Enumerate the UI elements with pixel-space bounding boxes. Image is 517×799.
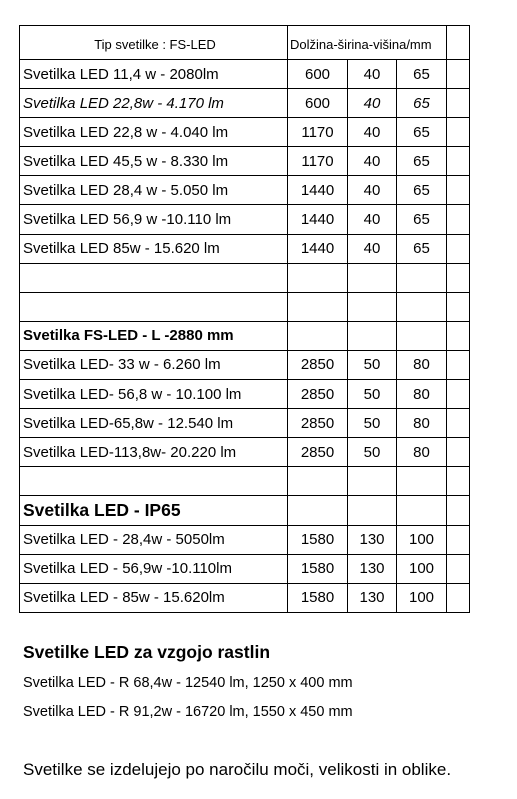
table-row — [20, 176, 470, 205]
empty-cell — [397, 292, 447, 321]
product-name-cell: Svetilka LED- 33 w - 6.260 lm — [20, 350, 288, 379]
empty-cell — [397, 496, 447, 525]
length-cell: 1580 — [288, 554, 348, 583]
table-row — [20, 60, 470, 89]
empty-cell — [447, 409, 470, 438]
grow-light-line-1: Svetilka LED - R 68,4w - 12540 lm, 1250 x 400 mm — [23, 675, 353, 691]
table-row — [20, 118, 470, 147]
section-title-fs-led: Svetilka FS-LED - L -2880 mm — [20, 321, 288, 350]
height-cell: 100 — [397, 554, 447, 583]
empty-cell — [447, 554, 470, 583]
width-cell: 130 — [348, 583, 397, 612]
table-row — [20, 205, 470, 234]
width-cell: 50 — [348, 438, 397, 467]
width-cell: 130 — [348, 525, 397, 554]
height-cell: 65 — [397, 118, 447, 147]
width-cell: 130 — [348, 554, 397, 583]
empty-cell — [348, 467, 397, 496]
section-heading-row — [20, 321, 470, 350]
width-cell: 40 — [348, 147, 397, 176]
width-cell: 40 — [348, 176, 397, 205]
empty-cell — [20, 263, 288, 292]
width-cell: 40 — [348, 234, 397, 263]
length-cell: 600 — [288, 60, 348, 89]
height-cell: 65 — [397, 60, 447, 89]
table-row — [20, 350, 470, 379]
header-dimensions-cell: Dolžina-širina-višina/mm — [288, 26, 447, 60]
empty-cell — [348, 292, 397, 321]
width-cell: 40 — [348, 60, 397, 89]
empty-cell — [20, 467, 288, 496]
empty-cell — [447, 583, 470, 612]
empty-cell — [20, 292, 288, 321]
length-cell: 1170 — [288, 118, 348, 147]
blank-row — [20, 467, 470, 496]
height-cell: 100 — [397, 583, 447, 612]
empty-cell — [447, 496, 470, 525]
header-type-cell: Tip svetilke : FS-LED — [20, 26, 288, 60]
height-cell: 80 — [397, 438, 447, 467]
width-cell: 40 — [348, 89, 397, 118]
product-name-cell: Svetilka LED - 28,4w - 5050lm — [20, 525, 288, 554]
length-cell: 1170 — [288, 147, 348, 176]
length-cell: 1580 — [288, 583, 348, 612]
empty-cell — [288, 321, 348, 350]
empty-cell — [447, 60, 470, 89]
empty-cell — [288, 263, 348, 292]
product-name-cell: Svetilka LED 56,9 w -10.110 lm — [20, 205, 288, 234]
empty-cell — [288, 467, 348, 496]
length-cell: 2850 — [288, 350, 348, 379]
spec-table — [19, 25, 470, 613]
empty-cell — [348, 321, 397, 350]
length-cell: 1440 — [288, 205, 348, 234]
empty-cell — [348, 496, 397, 525]
table-row — [20, 147, 470, 176]
product-name-cell: Svetilka LED 22,8w - 4.170 lm — [20, 89, 288, 118]
product-name-cell: Svetilka LED-65,8w - 12.540 lm — [20, 409, 288, 438]
empty-cell — [397, 263, 447, 292]
width-cell: 50 — [348, 350, 397, 379]
table-row — [20, 525, 470, 554]
height-cell: 80 — [397, 409, 447, 438]
empty-cell — [348, 263, 397, 292]
length-cell: 1580 — [288, 525, 348, 554]
empty-cell — [447, 89, 470, 118]
custom-order-note: Svetilke se izdelujejo po naročilu moči, velikosti in oblike. — [23, 760, 452, 779]
length-cell: 2850 — [288, 380, 348, 409]
table-header-row — [20, 26, 470, 60]
section-heading-row — [20, 496, 470, 525]
height-cell: 65 — [397, 176, 447, 205]
height-cell: 80 — [397, 350, 447, 379]
width-cell: 40 — [348, 205, 397, 234]
product-name-cell: Svetilka LED- 56,8 w - 10.100 lm — [20, 380, 288, 409]
empty-cell — [447, 438, 470, 467]
empty-cell — [447, 205, 470, 234]
product-name-cell: Svetilka LED 45,5 w - 8.330 lm — [20, 147, 288, 176]
empty-cell — [447, 147, 470, 176]
table-row — [20, 583, 470, 612]
empty-cell — [447, 380, 470, 409]
height-cell: 65 — [397, 205, 447, 234]
length-cell: 1440 — [288, 176, 348, 205]
table-row — [20, 409, 470, 438]
product-name-cell: Svetilka LED 11,4 w - 2080lm — [20, 60, 288, 89]
table-row — [20, 89, 470, 118]
table-row — [20, 438, 470, 467]
empty-cell — [447, 350, 470, 379]
blank-row — [20, 263, 470, 292]
empty-cell — [288, 292, 348, 321]
table-row — [20, 234, 470, 263]
table-row — [20, 554, 470, 583]
height-cell: 100 — [397, 525, 447, 554]
height-cell: 65 — [397, 89, 447, 118]
empty-cell — [397, 467, 447, 496]
grow-lights-title: Svetilke LED za vzgojo rastlin — [23, 642, 271, 662]
length-cell: 2850 — [288, 409, 348, 438]
width-cell: 40 — [348, 118, 397, 147]
height-cell: 80 — [397, 380, 447, 409]
empty-cell — [447, 263, 470, 292]
length-cell: 600 — [288, 89, 348, 118]
blank-row — [20, 292, 470, 321]
empty-cell — [447, 525, 470, 554]
empty-cell — [447, 176, 470, 205]
width-cell: 50 — [348, 409, 397, 438]
empty-cell — [288, 496, 348, 525]
width-cell: 50 — [348, 380, 397, 409]
empty-cell — [447, 26, 470, 60]
grow-light-line-2: Svetilka LED - R 91,2w - 16720 lm, 1550 x 450 mm — [23, 704, 353, 720]
empty-cell — [447, 234, 470, 263]
product-name-cell: Svetilka LED-113,8w- 20.220 lm — [20, 438, 288, 467]
height-cell: 65 — [397, 234, 447, 263]
product-name-cell: Svetilka LED 28,4 w - 5.050 lm — [20, 176, 288, 205]
empty-cell — [447, 467, 470, 496]
product-name-cell: Svetilka LED 85w - 15.620 lm — [20, 234, 288, 263]
product-name-cell: Svetilka LED - 56,9w -10.110lm — [20, 554, 288, 583]
height-cell: 65 — [397, 147, 447, 176]
length-cell: 2850 — [288, 438, 348, 467]
empty-cell — [447, 321, 470, 350]
empty-cell — [447, 118, 470, 147]
product-name-cell: Svetilka LED - 85w - 15.620lm — [20, 583, 288, 612]
product-name-cell: Svetilka LED 22,8 w - 4.040 lm — [20, 118, 288, 147]
table-row — [20, 380, 470, 409]
section-title-ip65: Svetilka LED - IP65 — [20, 496, 288, 525]
length-cell: 1440 — [288, 234, 348, 263]
empty-cell — [397, 321, 447, 350]
empty-cell — [447, 292, 470, 321]
